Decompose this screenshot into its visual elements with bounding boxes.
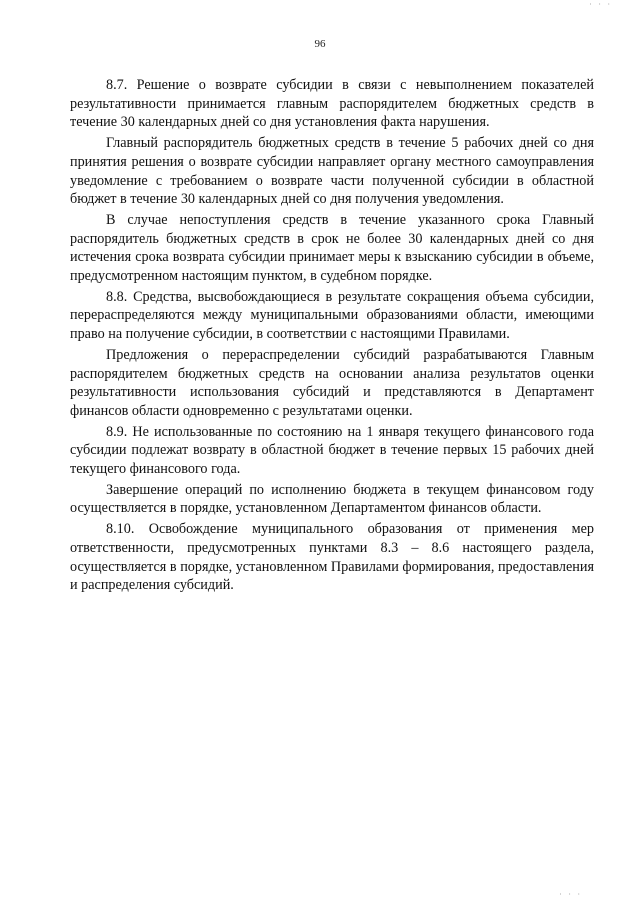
paragraph-8-10: 8.10. Освобождение муниципального образования от применения мер ответственности, предусмотренных пунктами 8.3 – 8.6 настоящего раздела, осуществляется в порядке, установленном Правилами формирования, предоставления и распределения субсидий. [70,521,594,594]
scan-corner-mark-top: · · · [589,0,612,9]
paragraph-8-8: 8.8. Средства, высвобождающиеся в результате сокращения объема субсидии, перераспределяются между муниципальными образованиями области, имеющими право на получение субсидии, в соответствии с настоящими Правилами. [70,288,594,343]
paragraph-budget-completion: Завершение операций по исполнению бюджета в текущем финансовом году осуществляется в порядке, установленном Департаментом финансов области. [70,481,594,517]
paragraph-notification: Главный распорядитель бюджетных средств в течение 5 рабочих дней со дня принятия решения о возврате субсидии направляет органу местного самоуправления уведомление с требованием о возврате части полученной субсидии в областной бюджет в течение 30 календарных дней со дня получения уведомления. [70,135,594,208]
paragraph-8-9: 8.9. Не использованные по состоянию на 1 января текущего финансового года субсидии подлежат возврату в областной бюджет в течение первых 15 рабочих дней текущего финансового года. [70,423,594,478]
page-number: 96 [314,38,326,50]
paragraph-recovery: В случае непоступления средств в течение указанного срока Главный распорядитель бюджетных средств в срок не более 30 календарных дней со дня истечения срока возврата субсидии принимает меры к взысканию субсидии в объеме, предусмотренном настоящим пунктом, в судебном порядке. [70,211,594,285]
document-body [70,76,594,595]
paragraph-redistribution-proposals: Предложения о перераспределении субсидий разрабатываются Главным распорядителем бюджетных средств на основании анализа результатов оценки результативности использования субсидий и представляются в Департамент финансов области одновременно с результатами оценки. [70,346,594,419]
scan-corner-mark-bottom: · · · [559,890,582,899]
paragraph-8-7: 8.7. Решение о возврате субсидии в связи с невыполнением показателей результативности принимается главным распорядителем бюджетных средств в течение 30 календарных дней со дня установления факта нарушения. [70,77,594,131]
